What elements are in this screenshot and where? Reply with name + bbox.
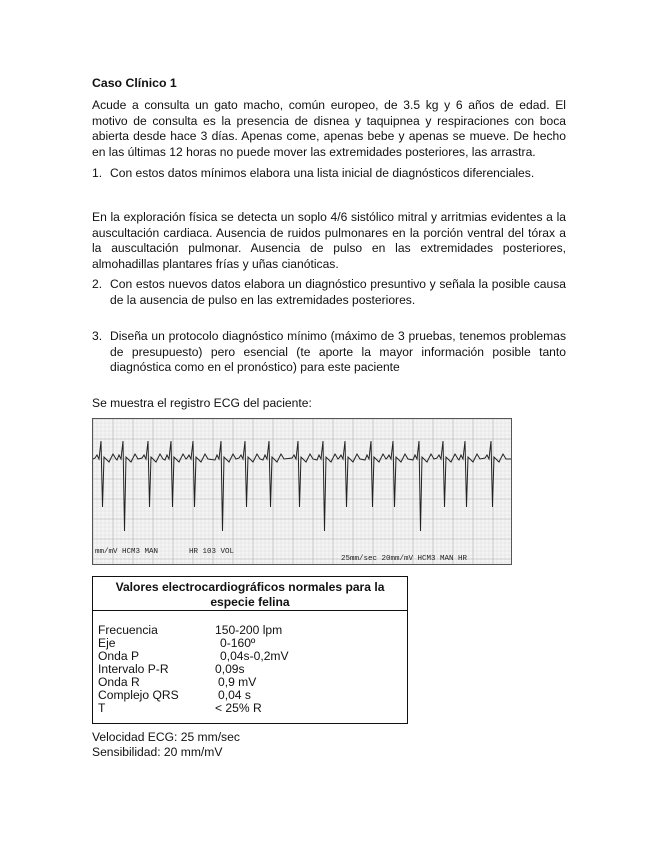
table-header: Valores electrocardiográficos normales para la especie felina [93,577,407,611]
ecg-label-right: 25mm/sec 20mm/mV HCM3 MAN HR [341,555,468,563]
row-value: 150-200 lpm [215,623,283,637]
row-label: Intervalo P-R [98,662,169,676]
row-label: Onda R [98,675,140,689]
question-1-number: 1. [92,166,103,180]
ecg-grid [93,419,511,564]
row-label: Complejo QRS [98,688,179,702]
row-label: T [98,701,106,715]
normal-ecg-values-table [92,576,408,724]
row-value: < 25% R [215,701,262,715]
ecg-trace [93,419,511,564]
ecg-label-mid: HR 103 VOL [189,548,235,556]
row-value: 0,04s-0,2mV [220,649,289,663]
question-3-text: Diseña un protocolo diagnóstico mínimo (máximo de 3 pruebas, tenemos problemas de presupuesto) pero esencial (te aporte la mayor información posible tanto diagnóstica como en el pronóstico) para este paciente [110,329,566,375]
question-2-number: 2. [92,277,103,291]
case-intro-paragraph: Acude a consulta un gato macho, común europeo, de 3.5 kg y 6 años de edad. El motivo de consulta es la presencia de disnea y taquipnea y respiraciones con boca abierta desde hace 3 días. Apenas come, apenas bebe y apenas se mueve. De hecho en las últimas 12 horas no puede mover las extremidades posteriores, las arrastra. [92,98,566,159]
ecg-waveform [93,441,511,531]
case-title: Caso Clínico 1 [92,76,177,90]
ecg-speed: Velocidad ECG: 25 mm/sec [92,730,240,744]
physical-exam-paragraph: En la exploración física se detecta un soplo 4/6 sistólico mitral y arritmias evidentes a la auscultación cardiaca. Ausencia de ruidos pulmonares en la porción ventral del tórax a la auscultación pulmonar. Ausencia de pulso en las extremidades posteriores, almohadillas plantares frías y uñas cianóticas. [92,210,566,271]
row-value: 0-160º [220,636,256,650]
row-label: Frecuencia [98,623,158,637]
row-label: Eje [98,636,116,650]
ecg-label-left: mm/mV HCM3 MAN [95,548,159,556]
ecg-caption: Se muestra el registro ECG del paciente: [92,396,312,410]
row-label: Onda P [98,649,140,663]
ecg-strip-image [92,418,512,565]
ecg-sensitivity: Sensibilidad: 20 mm/mV [92,745,223,759]
row-value: 0,09s [215,662,245,676]
row-value: 0,9 mV [218,675,257,689]
row-value: 0,04 s [218,688,251,702]
question-2-text: Con estos nuevos datos elabora un diagnóstico presuntivo y señala la posible causa de la ausencia de pulso en las extremidades posteriores. [110,277,566,307]
question-1-text: Con estos datos mínimos elabora una lista inicial de diagnósticos diferenciales. [110,166,535,180]
question-3-number: 3. [92,329,103,343]
table-row [98,702,398,715]
